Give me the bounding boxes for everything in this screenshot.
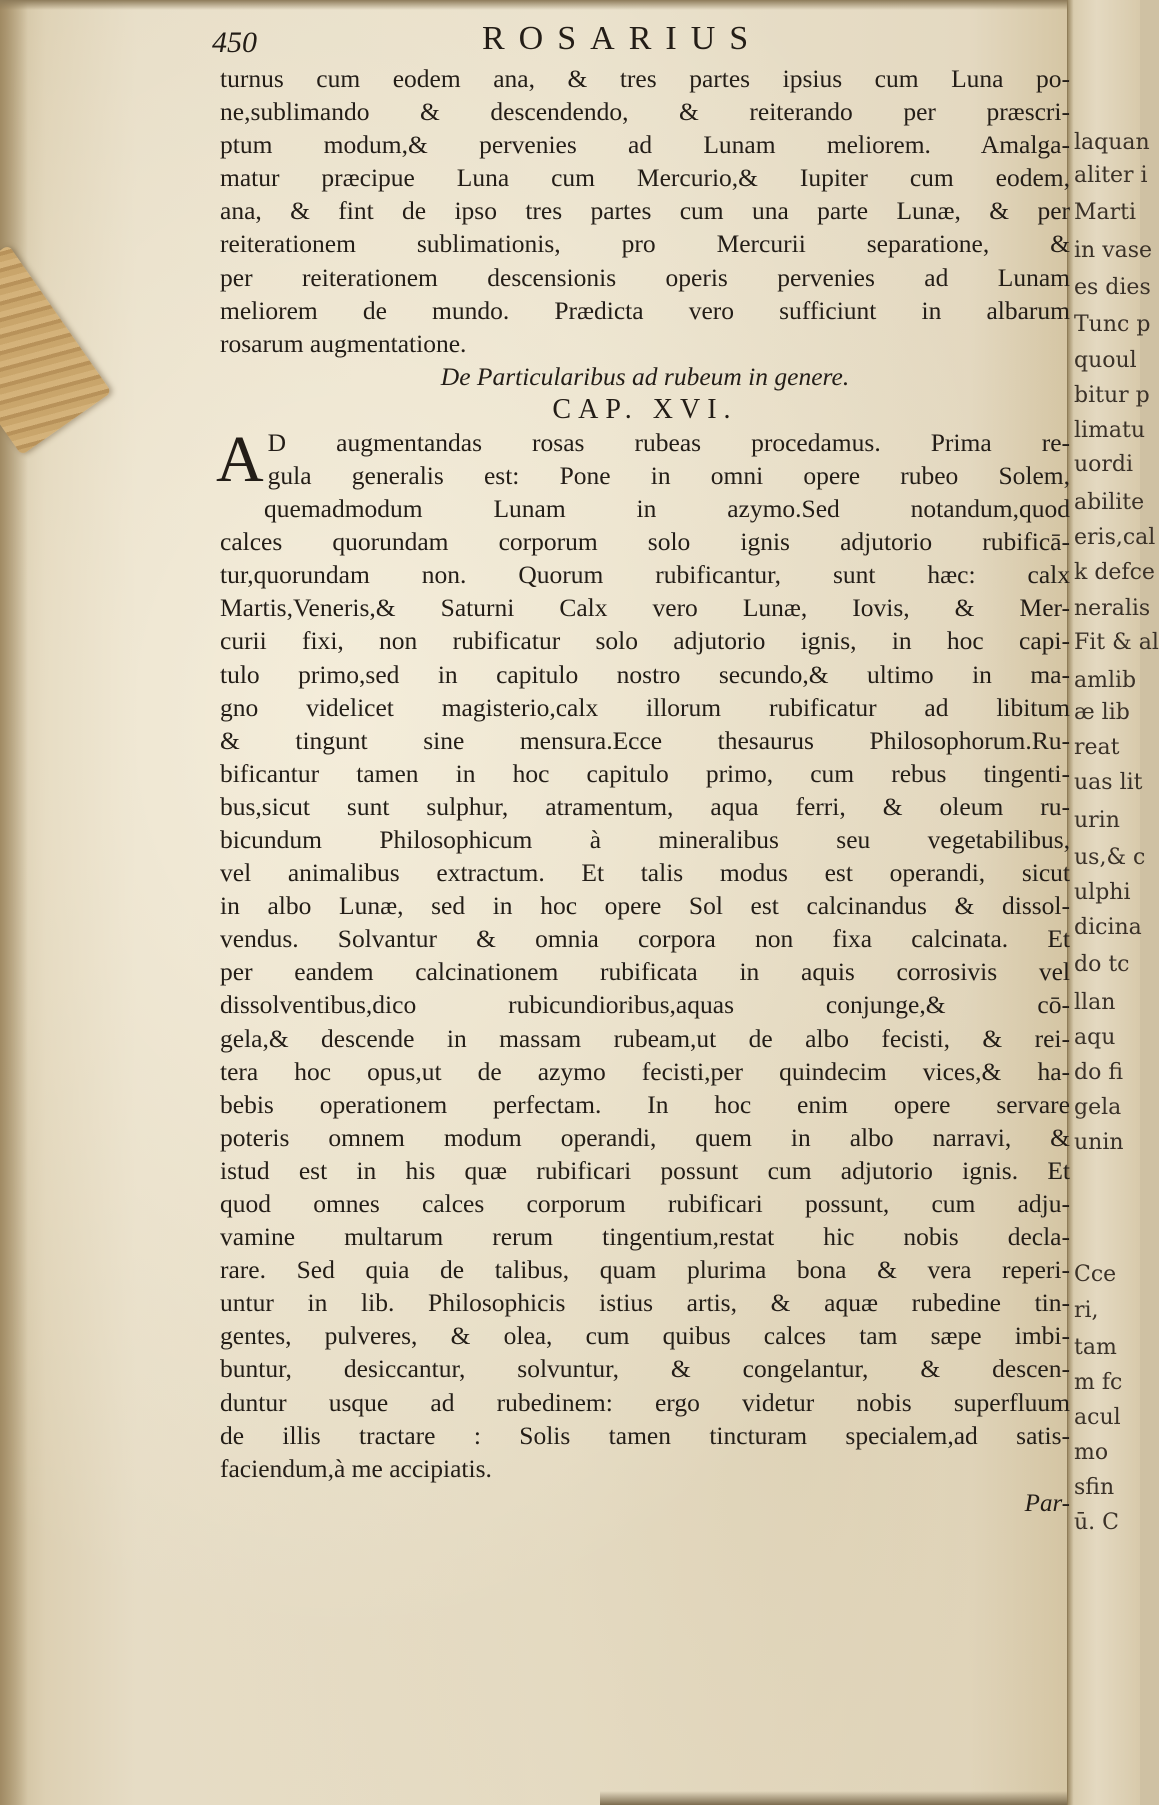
adjacent-page-fragment: ulphi: [1074, 880, 1131, 905]
adjacent-page-fragment: Marti: [1074, 200, 1137, 225]
text-line: faciendum,à me accipiatis.: [220, 1453, 492, 1483]
text-block: [212, 18, 1070, 1520]
adjacent-page-fragment: us,& c: [1074, 845, 1146, 870]
adjacent-page-fragment: uordi: [1074, 452, 1134, 477]
text-line: rosarum augmentatione.: [220, 328, 467, 358]
adjacent-page-fragment: Cce: [1074, 1262, 1117, 1287]
adjacent-page-fragment: gela: [1074, 1095, 1122, 1120]
adjacent-page-fragment: neralis: [1074, 596, 1151, 621]
adjacent-page-fragment: es dies: [1074, 275, 1151, 300]
text-line: ne,sublimando & descendendo, & reiterando per præscri-: [220, 97, 1070, 127]
adjacent-page-fragment: abilite: [1074, 490, 1145, 515]
text-line: ptum modum,& pervenies ad Lunam meliorem. Amalga-: [220, 130, 1070, 160]
text-line: per eandem calcinationem rubificata in aquis corrosivis vel: [220, 957, 1070, 987]
adjacent-page-fragment: sfin: [1074, 1475, 1115, 1500]
text-line: ana, & fint de ipso tres partes cum una parte Lunæ, & per: [220, 196, 1070, 226]
catchword: Par-: [1024, 1489, 1070, 1517]
page-header: [212, 18, 1070, 62]
adjacent-page-fragment: llan: [1074, 990, 1116, 1015]
adjacent-page-fragment: aqu: [1074, 1025, 1116, 1050]
text-line: meliorem de mundo. Prædicta vero sufficiunt in albarum: [220, 295, 1070, 325]
text-line: vel animalibus extractum. Et talis modus est operandi, sicut: [220, 858, 1070, 888]
text-line: tur,quorundam non. Quorum rubificantur, sunt hæc: calx: [220, 560, 1070, 590]
text-line: bicundum Philosophicum à mineralibus seu vegetabilibus,: [220, 824, 1070, 854]
text-line: bebis operationem perfectam. In hoc enim opere servare: [220, 1089, 1070, 1119]
adjacent-page-fragment: laquan: [1074, 130, 1150, 155]
page-top-edge: [0, 0, 1068, 10]
drop-capital: A: [216, 422, 264, 496]
adjacent-page-fragment: urin: [1074, 808, 1120, 833]
text-line: tulo primo,sed in capitulo nostro secundo,& ultimo in ma-: [220, 659, 1070, 689]
text-line: quemadmodum Lunam in azymo.Sed notandum,quod: [264, 494, 1070, 524]
text-line: matur præcipue Luna cum Mercurio,& Iupiter cum eodem,: [220, 163, 1070, 193]
adjacent-page-fragment: Fit & al: [1074, 630, 1159, 655]
text-line: per reiterationem descensionis operis pervenies ad Lunam: [220, 262, 1070, 292]
adjacent-page-fragment: quoul: [1074, 348, 1137, 373]
adjacent-page-fragment: reat: [1074, 735, 1120, 760]
page-number: 450: [212, 26, 257, 59]
adjacent-page-fragment: eris,cal: [1074, 525, 1156, 550]
adjacent-page-fragment: in vase: [1074, 238, 1153, 263]
running-head: ROSARIUS: [482, 20, 763, 57]
adjacent-page-fragment: ū. C: [1074, 1510, 1119, 1535]
text-line: tera hoc opus,ut de azymo fecisti,per quindecim vices,& ha-: [220, 1056, 1070, 1086]
text-line: vamine multarum rerum tingentium,restat hic nobis decla-: [220, 1222, 1070, 1252]
paragraph-before: [220, 62, 1070, 360]
adjacent-page-fragment: acul: [1074, 1405, 1121, 1430]
text-line: gno videlicet magisterio,calx illorum rubificatur ad libitum: [220, 692, 1070, 722]
paragraph-after: [216, 422, 1070, 1485]
adjacent-page: [1067, 0, 1159, 1805]
text-line: buntur, desiccantur, solvuntur, & congelantur, & descen-: [220, 1354, 1070, 1384]
text-line: dissolventibus,dico rubicundioribus,aquas conjunge,& cō-: [220, 990, 1070, 1020]
text-line: de illis tractare : Solis tamen tincturam specialem,ad satis-: [220, 1420, 1070, 1450]
adjacent-page-fragment: unin: [1074, 1130, 1124, 1155]
adjacent-page-fragment: do fi: [1074, 1060, 1123, 1085]
adjacent-page-fragment: dicina: [1074, 915, 1142, 940]
adjacent-page-fragment: uas lit: [1074, 770, 1143, 795]
adjacent-page-fragment: k defce: [1074, 560, 1155, 585]
adjacent-page-fragment: ri,: [1074, 1298, 1099, 1323]
text-line: untur in lib. Philosophicis istius artis, & aquæ rubedine tin-: [220, 1288, 1070, 1318]
adjacent-page-fragment: æ lib: [1074, 700, 1130, 725]
text-line: vendus. Solvantur & omnia corpora non fixa calcinata. Et: [220, 924, 1070, 954]
wooden-stick: [0, 245, 112, 456]
text-line: Martis,Veneris,& Saturni Calx vero Lunæ, Iovis, & Mer-: [220, 593, 1070, 623]
text-line: gela,& descende in massam rubeam,ut de albo fecisti, & rei-: [220, 1023, 1070, 1053]
adjacent-page-fragment: m fc: [1074, 1370, 1123, 1395]
chapter-heading: CAP. XVI.: [552, 393, 738, 425]
text-line: gula generalis est: Pone in omni opere rubeo Solem,: [267, 460, 1070, 490]
adjacent-page-fragment: do tc: [1074, 952, 1130, 977]
text-line: calces quorundam corporum solo ignis adjutorio rubificā-: [220, 527, 1070, 557]
adjacent-page-fragment: aliter i: [1074, 163, 1148, 188]
text-line: turnus cum eodem ana, & tres partes ipsius cum Luna po-: [220, 64, 1070, 93]
text-line: duntur usque ad rubedinem: ergo videtur nobis superfluum: [220, 1387, 1070, 1417]
text-line: istud est in his quæ rubificari possunt cum adjutorio ignis. Et: [220, 1155, 1070, 1185]
text-line: curii fixi, non rubificatur solo adjutorio ignis, in hoc capi-: [220, 626, 1070, 656]
text-line: bus,sicut sunt sulphur, atramentum, aqua ferri, & oleum ru-: [220, 791, 1070, 821]
text-line: reiterationem sublimationis, pro Mercurii separatione, &: [220, 229, 1070, 259]
text-line: in albo Lunæ, sed in hoc opere Sol est calcinandus & dissol-: [220, 891, 1070, 921]
text-line: poteris omnem modum operandi, quem in albo narravi, &: [220, 1122, 1070, 1152]
section-subheading: De Particularibus ad rubeum in genere.: [440, 361, 850, 391]
text-line: gentes, pulveres, & olea, cum quibus calces tam sæpe imbi-: [220, 1321, 1070, 1351]
adjacent-page-fragment: mo: [1074, 1440, 1109, 1465]
adjacent-page-fragment: Tunc p: [1074, 312, 1151, 337]
adjacent-page-fragment: amlib: [1074, 668, 1137, 693]
text-line: D augmentandas rosas rubeas procedamus. Prima re-: [267, 427, 1070, 457]
adjacent-page-fragment: limatu: [1074, 418, 1146, 443]
adjacent-page-fragment: bitur p: [1074, 383, 1150, 408]
adjacent-page-fragment: tam: [1074, 1335, 1117, 1360]
text-line: quod omnes calces corporum rubificari possunt, cum adju-: [220, 1189, 1070, 1218]
text-line: rare. Sed quia de talibus, quam plurima bona & vera reperi-: [220, 1255, 1070, 1285]
page-bottom-edge: [600, 1791, 1140, 1805]
text-line: & tingunt sine mensura.Ecce thesaurus Philosophorum.Ru-: [220, 725, 1070, 755]
text-line: bificantur tamen in hoc capitulo primo, cum rebus tingenti-: [220, 758, 1070, 788]
